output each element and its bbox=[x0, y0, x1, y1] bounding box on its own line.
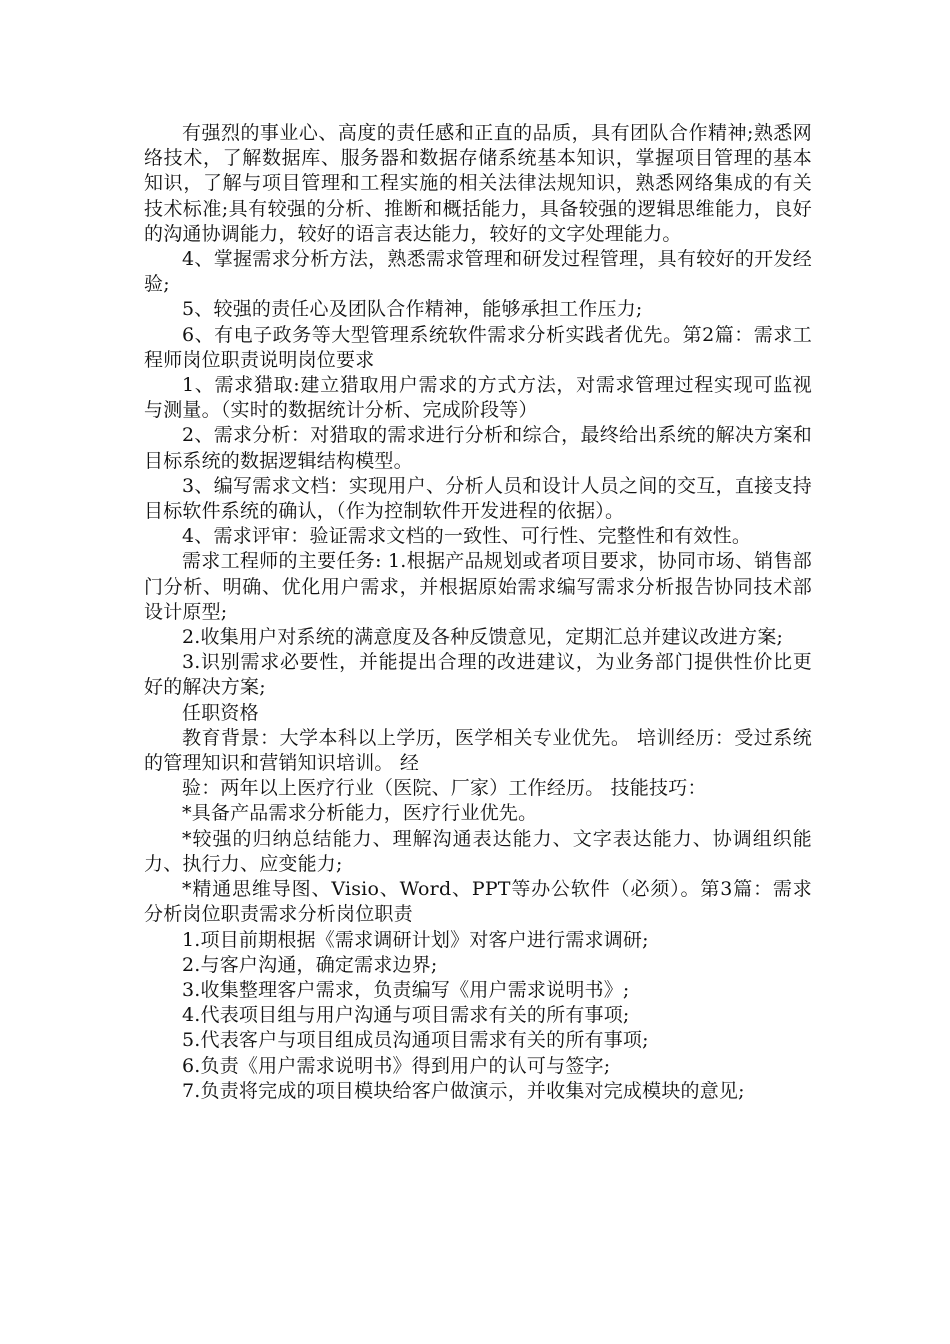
paragraph: 2、需求分析：对猎取的需求进行分析和综合，最终给出系统的解决方案和目标系统的数据逻辑结构模型。 bbox=[144, 424, 812, 472]
paragraph: 需求工程师的主要任务: 1.根据产品规划或者项目要求，协同市场、销售部门分析、明确、优化用户需求，并根据原始需求编写需求分析报告协同技术部设计原型; bbox=[144, 550, 812, 623]
paragraph: 验：两年以上医疗行业（医院、厂家）工作经历。 技能技巧： bbox=[182, 777, 707, 800]
paragraph: 4.代表项目组与用户沟通与项目需求有关的所有事项; bbox=[182, 1004, 630, 1027]
paragraph: 2.与客户沟通，确定需求边界; bbox=[182, 953, 438, 976]
paragraph: *较强的归纳总结能力、理解沟通表达能力、文字表达能力、协调组织能力、执行力、应变能力; bbox=[144, 827, 812, 875]
paragraph: 4、需求评审：验证需求文档的一致性、可行性、完整性和有效性。 bbox=[182, 525, 752, 548]
paragraph: 有强烈的事业心、高度的责任感和正直的品质，具有团队合作精神;熟悉网络技术，了解数据库、服务器和数据存储系统基本知识，掌握项目管理的基本知识，了解与项目管理和工程实施的相关法律法规知识，熟悉网络集成的有关技术标准;具有较强的分析、推断和概括能力，具备较强的逻辑思维能力，良好的沟通协调能力，较好的语言表达能力，较好的文字处理能力。 bbox=[144, 122, 812, 245]
paragraph: 教育背景：大学本科以上学历，医学相关专业优先。 培训经历：受过系统的管理知识和营销知识培训。 经 bbox=[144, 726, 812, 775]
document-body bbox=[144, 121, 812, 1104]
paragraph: 3.收集整理客户需求，负责编写《用户需求说明书》; bbox=[182, 978, 630, 1001]
section-heading: 任职资格 bbox=[182, 701, 259, 724]
paragraph: 6、有电子政务等大型管理系统软件需求分析实践者优先。第2篇：需求工程师岗位职责说明岗位要求 bbox=[144, 323, 812, 371]
paragraph: 5、较强的责任心及团队合作精神，能够承担工作压力; bbox=[182, 298, 643, 321]
paragraph: 7.负责将完成的项目模块给客户做演示，并收集对完成模块的意见; bbox=[182, 1079, 745, 1102]
paragraph: 1、需求猎取:建立猎取用户需求的方式方法，对需求管理过程实现可监视与测量。（实时的数据统计分析、完成阶段等） bbox=[144, 374, 812, 422]
paragraph: *精通思维导图、Visio、Word、PPT等办公软件（必须）。第3篇：需求分析岗位职责需求分析岗位职责 bbox=[144, 878, 812, 926]
paragraph: 3、编写需求文档：实现用户、分析人员和设计人员之间的交互，直接支持目标软件系统的确认，（作为控制软件开发进程的依据）。 bbox=[144, 474, 812, 523]
paragraph: 5.代表客户与项目组成员沟通项目需求有关的所有事项; bbox=[182, 1029, 649, 1052]
paragraph: 3.识别需求必要性，并能提出合理的改进建议，为业务部门提供性价比更好的解决方案; bbox=[144, 651, 812, 699]
paragraph: 6.负责《用户需求说明书》得到用户的认可与签字; bbox=[182, 1054, 611, 1077]
paragraph: 1.项目前期根据《需求调研计划》对客户进行需求调研; bbox=[182, 928, 649, 951]
paragraph: *具备产品需求分析能力，医疗行业优先。 bbox=[182, 802, 538, 825]
paragraph: 4、掌握需求分析方法，熟悉需求管理和研发过程管理，具有较好的开发经验; bbox=[144, 248, 812, 296]
paragraph: 2.收集用户对系统的满意度及各种反馈意见，定期汇总并建议改进方案; bbox=[182, 626, 784, 649]
